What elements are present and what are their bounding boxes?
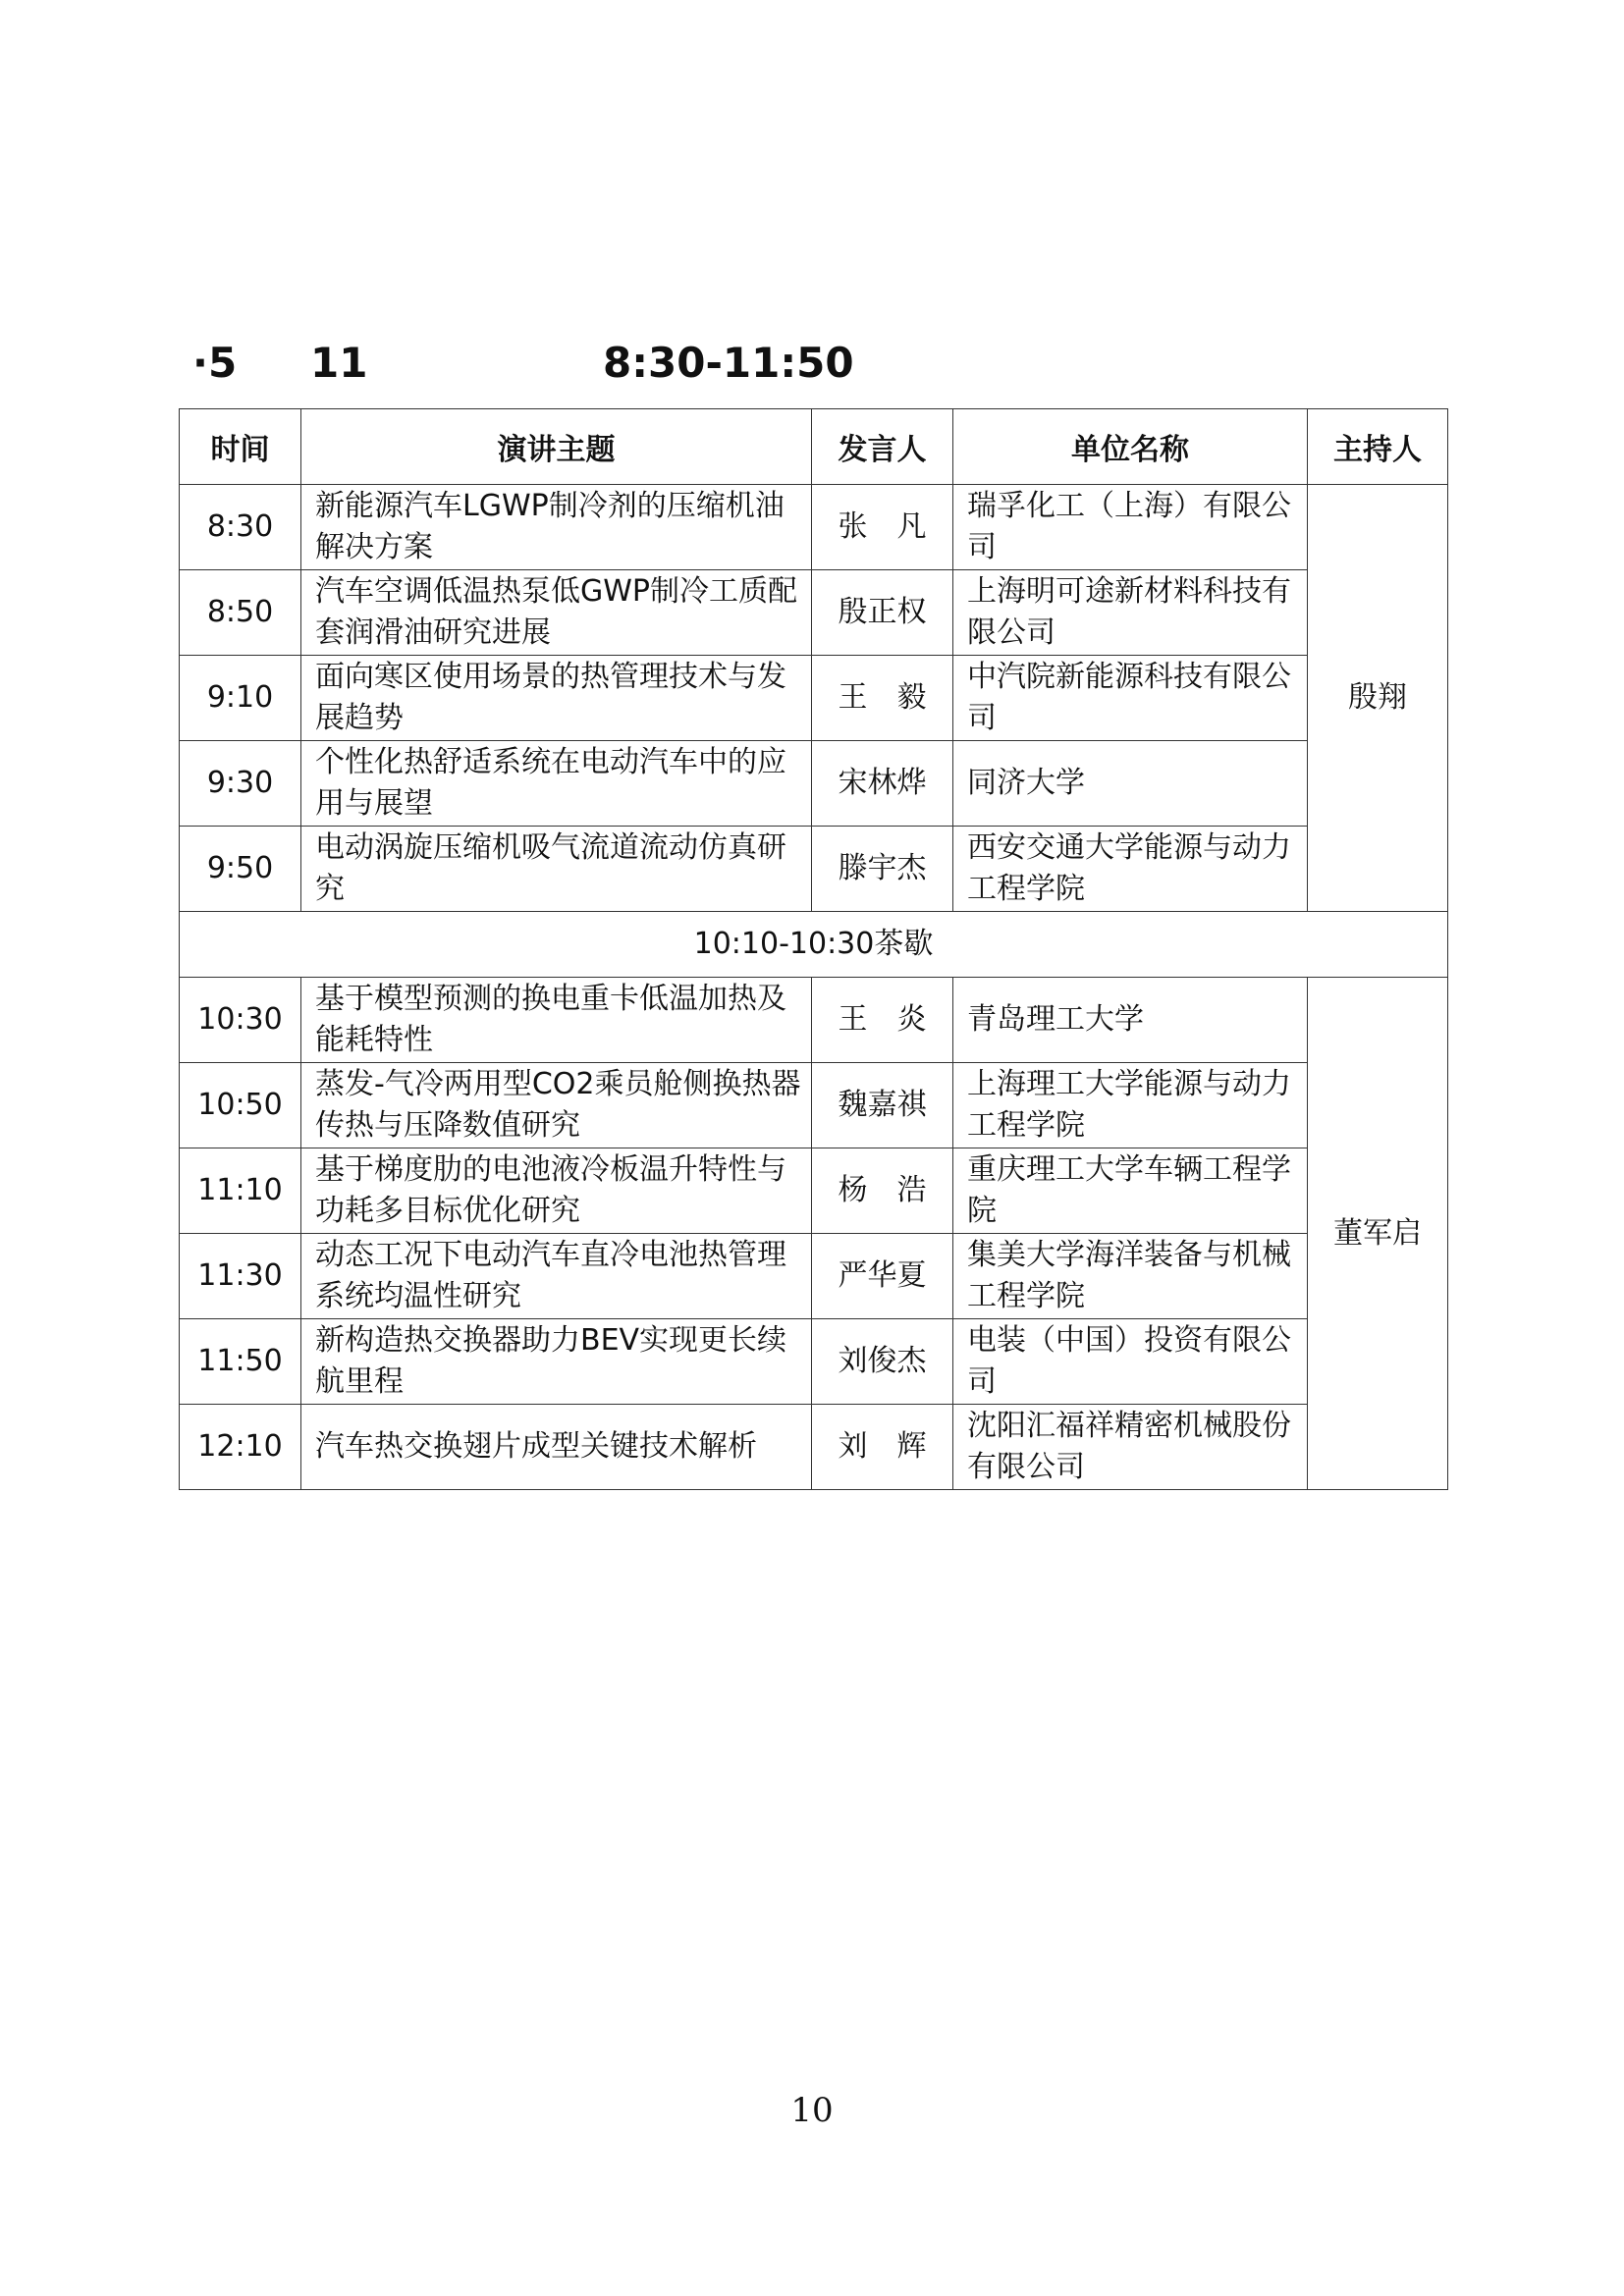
table-row	[180, 1405, 1448, 1490]
table-header-row	[180, 409, 1448, 485]
talk-time: 8:50	[180, 570, 301, 656]
talk-organization: 重庆理工大学车辆工程学院	[953, 1148, 1308, 1234]
header-organization: 单位名称	[953, 409, 1308, 485]
table-row	[180, 1234, 1448, 1319]
talk-speaker: 王 毅	[812, 656, 953, 741]
talk-speaker: 刘俊杰	[812, 1319, 953, 1405]
header-topic: 演讲主题	[301, 409, 812, 485]
talk-time: 12:10	[180, 1405, 301, 1490]
talk-organization: 瑞孚化工（上海）有限公司	[953, 485, 1308, 570]
table-row	[180, 978, 1448, 1063]
talk-topic: 电动涡旋压缩机吸气流道流动仿真研究	[301, 827, 812, 912]
talk-topic: 新能源汽车LGWP制冷剂的压缩机油解决方案	[301, 485, 812, 570]
talk-speaker: 张 凡	[812, 485, 953, 570]
talk-time: 8:30	[180, 485, 301, 570]
talk-time: 9:50	[180, 827, 301, 912]
talk-topic: 汽车热交换翅片成型关键技术解析	[301, 1405, 812, 1490]
header-time: 时间	[180, 409, 301, 485]
talk-topic: 动态工况下电动汽车直冷电池热管理系统均温性研究	[301, 1234, 812, 1319]
talk-topic: 汽车空调低温热泵低GWP制冷工质配套润滑油研究进展	[301, 570, 812, 656]
table-row	[180, 485, 1448, 570]
talk-time: 10:30	[180, 978, 301, 1063]
talk-time: 11:10	[180, 1148, 301, 1234]
talk-topic: 基于模型预测的换电重卡低温加热及能耗特性	[301, 978, 812, 1063]
talk-speaker: 王 炎	[812, 978, 953, 1063]
agenda-table	[179, 408, 1448, 1490]
talk-speaker: 杨 浩	[812, 1148, 953, 1234]
tea-break-label: 10:10-10:30茶歇	[180, 912, 1448, 978]
talk-speaker: 殷正权	[812, 570, 953, 656]
table-row	[180, 1148, 1448, 1234]
heading-date-prefix: ·5	[192, 339, 238, 387]
talk-time: 9:10	[180, 656, 301, 741]
talk-organization: 青岛理工大学	[953, 978, 1308, 1063]
table-row	[180, 1063, 1448, 1148]
table-row	[180, 1319, 1448, 1405]
talk-organization: 上海明可途新材料科技有限公司	[953, 570, 1308, 656]
table-row	[180, 827, 1448, 912]
page-number: 10	[790, 2091, 834, 2130]
talk-time: 9:30	[180, 741, 301, 827]
heading-time-range: 8:30-11:50	[603, 339, 854, 387]
talk-speaker: 严华夏	[812, 1234, 953, 1319]
talk-time: 11:50	[180, 1319, 301, 1405]
talk-time: 10:50	[180, 1063, 301, 1148]
table-row	[180, 570, 1448, 656]
talk-organization: 西安交通大学能源与动力工程学院	[953, 827, 1308, 912]
session-host: 董军启	[1308, 978, 1448, 1490]
talk-time: 11:30	[180, 1234, 301, 1319]
talk-organization: 同济大学	[953, 741, 1308, 827]
talk-topic: 蒸发-气冷两用型CO2乘员舱侧换热器传热与压降数值研究	[301, 1063, 812, 1148]
talk-organization: 沈阳汇福祥精密机械股份有限公司	[953, 1405, 1308, 1490]
talk-speaker: 刘 辉	[812, 1405, 953, 1490]
talk-topic: 新构造热交换器助力BEV实现更长续航里程	[301, 1319, 812, 1405]
talk-organization: 上海理工大学能源与动力工程学院	[953, 1063, 1308, 1148]
table-row	[180, 741, 1448, 827]
heading-day: 11	[310, 339, 368, 387]
header-speaker: 发言人	[812, 409, 953, 485]
talk-topic: 基于梯度肋的电池液冷板温升特性与功耗多目标优化研究	[301, 1148, 812, 1234]
talk-organization: 集美大学海洋装备与机械工程学院	[953, 1234, 1308, 1319]
talk-organization: 中汽院新能源科技有限公司	[953, 656, 1308, 741]
talk-speaker: 魏嘉祺	[812, 1063, 953, 1148]
table-row	[180, 656, 1448, 741]
talk-organization: 电装（中国）投资有限公司	[953, 1319, 1308, 1405]
tea-break-row	[180, 912, 1448, 978]
header-host: 主持人	[1308, 409, 1448, 485]
talk-speaker: 宋林烨	[812, 741, 953, 827]
talk-topic: 面向寒区使用场景的热管理技术与发展趋势	[301, 656, 812, 741]
talk-speaker: 滕宇杰	[812, 827, 953, 912]
talk-topic: 个性化热舒适系统在电动汽车中的应用与展望	[301, 741, 812, 827]
session-host: 殷翔	[1308, 485, 1448, 912]
